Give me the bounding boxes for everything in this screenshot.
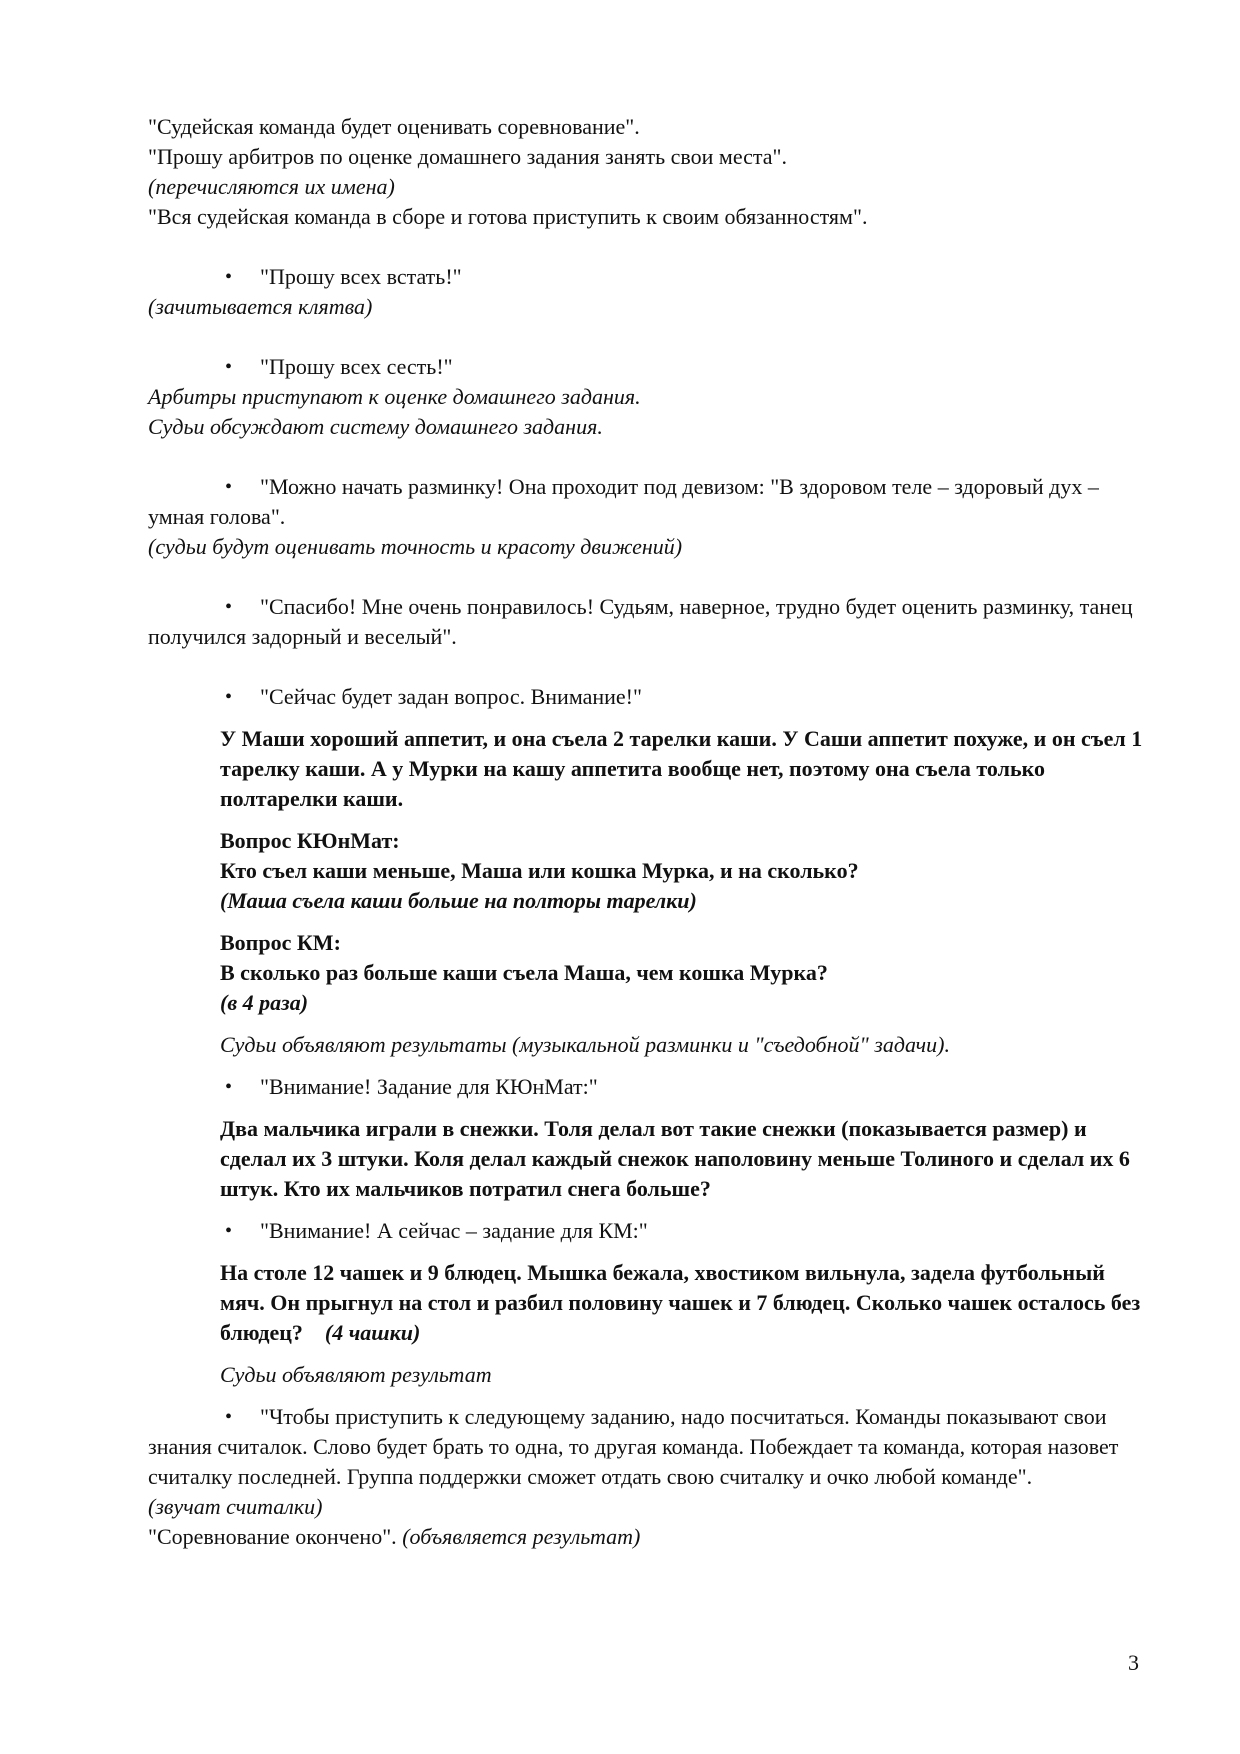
stage-direction: (перечисляются их имена)	[148, 174, 395, 199]
question-answer: (Маша съела каши больше на полторы тарелки)	[220, 888, 697, 913]
page-content	[148, 112, 1148, 1552]
bullet-icon: •	[225, 356, 233, 378]
stage-direction: Судьи объявляют результаты (музыкальной разминки и "съедобной" задачи).	[220, 1032, 951, 1057]
question-text: Кто съел каши меньше, Маша или кошка Мурка, и на сколько?	[220, 858, 859, 883]
text-line: "Прошу арбитров по оценке домашнего задания занять свои места".	[148, 144, 788, 169]
bullet-item: • "Можно начать разминку! Она проходит под девизом: "В здоровом теле – здоровый дух – умная голова".	[148, 474, 1099, 529]
stage-direction: (объявляется результат)	[402, 1524, 641, 1549]
bullet-item: • "Прошу всех сесть!"	[148, 352, 1148, 382]
stage-direction: Судьи объявляют результат	[220, 1362, 492, 1387]
text-line: "Вся судейская команда в сборе и готова приступить к своим обязанностям".	[148, 204, 868, 229]
task-text: Два мальчика играли в снежки. Толя делал вот такие снежки (показывается размер) и сделал их 3 штуки. Коля делал каждый снежок наполовину меньше Толиного и сделал их 6 штук. Кто их мальчиков потратил снега больше?	[220, 1116, 1130, 1201]
bullet-icon: •	[225, 686, 233, 708]
task-text: У Маши хороший аппетит, и она съела 2 тарелки каши. У Саши аппетит похуже, и он съел 1 тарелку каши. А у Мурки на кашу аппетита вообще нет, поэтому она съела только полтарелки каши.	[220, 726, 1143, 811]
question-text: В сколько раз больше каши съела Маша, чем кошка Мурка?	[220, 960, 828, 985]
stage-direction: (зачитывается клятва)	[148, 294, 373, 319]
task-answer: (4 чашки)	[324, 1320, 421, 1345]
question-title: Вопрос КМ:	[220, 930, 341, 955]
stage-direction: (судьи будут оценивать точность и красоту движений)	[148, 534, 683, 559]
bullet-icon: •	[225, 596, 233, 618]
bullet-item: • "Прошу всех встать!"	[148, 262, 1148, 292]
stage-direction: (звучат считалки)	[148, 1494, 323, 1519]
bullet-icon: •	[225, 1220, 233, 1242]
bullet-icon: •	[225, 266, 233, 288]
text-line: "Соревнование окончено". (объявляется результат)	[148, 1524, 641, 1549]
stage-direction: Арбитры приступают к оценке домашнего задания.	[148, 384, 641, 409]
bullet-icon: •	[225, 476, 233, 498]
question-title: Вопрос КЮнМат:	[220, 828, 400, 853]
bullet-icon: •	[225, 1076, 233, 1098]
bullet-item: • "Чтобы приступить к следующему заданию, надо посчитаться. Команды показывают свои знания считалок. Слово будет брать то одна, то другая команда. Побеждает та команда, которая назовет считалку последней. Группа поддержки сможет отдать свою считалку и очко любой команде".	[148, 1404, 1119, 1489]
bullet-item: • "Внимание! А сейчас – задание для КМ:"	[148, 1216, 1148, 1246]
bullet-item: • "Спасибо! Мне очень понравилось! Судьям, наверное, трудно будет оценить разминку, танец получился задорный и веселый".	[148, 594, 1133, 649]
bullet-item: • "Сейчас будет задан вопрос. Внимание!"	[148, 682, 1148, 712]
bullet-icon: •	[225, 1406, 233, 1428]
page-number: 3	[1128, 1650, 1139, 1675]
question-answer: (в 4 раза)	[220, 990, 309, 1015]
text-line: "Судейская команда будет оценивать соревнование".	[148, 114, 640, 139]
stage-direction: Судьи обсуждают систему домашнего задания.	[148, 414, 603, 439]
bullet-item: • "Внимание! Задание для КЮнМат:"	[148, 1072, 1148, 1102]
task-text: На столе 12 чашек и 9 блюдец. Мышка бежала, хвостиком вильнула, задела футбольный мяч. Он прыгнул на стол и разбил половину чашек и 7 блюдец. Сколько чашек осталось без блюдец? (4 чашки)	[220, 1260, 1141, 1345]
